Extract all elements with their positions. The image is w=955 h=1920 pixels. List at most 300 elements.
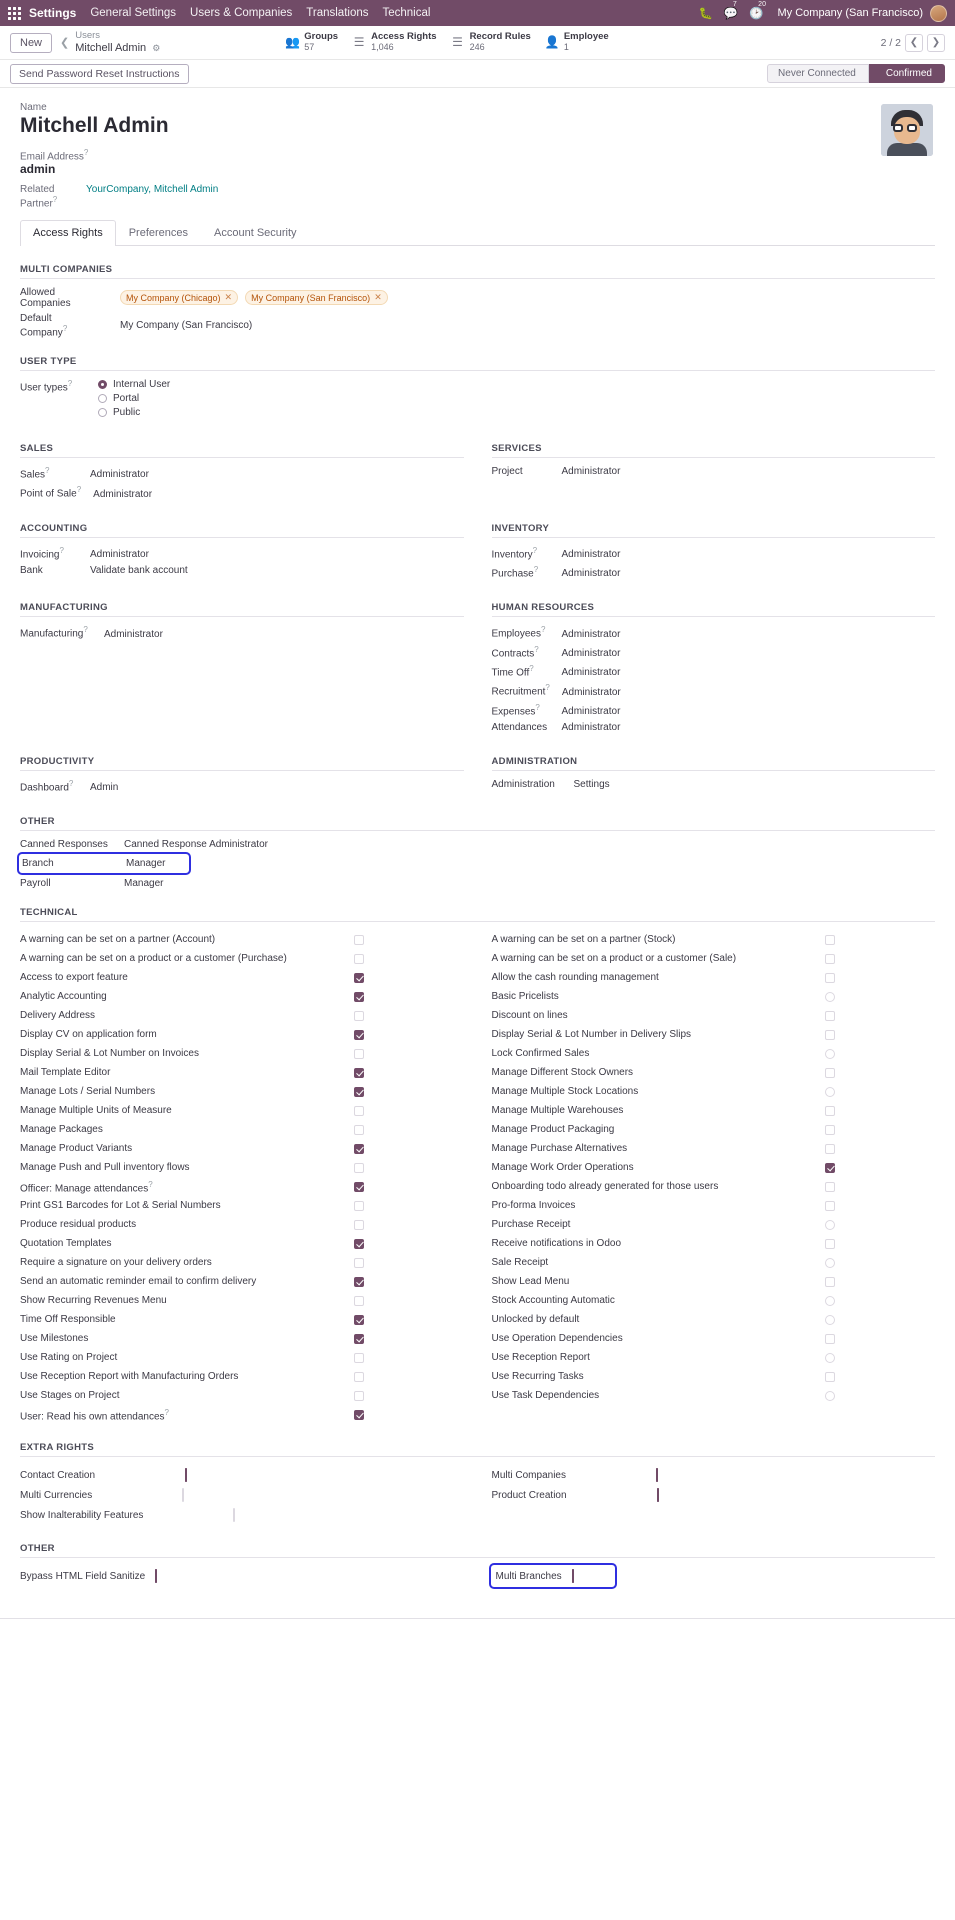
field-administration <box>492 779 936 790</box>
back-arrow-icon[interactable]: ❮ <box>60 37 70 49</box>
related-partner-row <box>20 184 935 209</box>
send-password-reset-button[interactable]: Send Password Reset Instructions <box>10 64 189 84</box>
default-company-value[interactable]: My Company (San Francisco) <box>120 319 253 331</box>
menu-technical[interactable]: Technical <box>382 7 431 19</box>
group-title-other-bottom: OTHER <box>20 1543 935 1558</box>
help-icon[interactable]: ? <box>45 465 50 475</box>
checkbox-unchecked-icon[interactable] <box>825 1182 835 1192</box>
checkbox-label: Analytic Accounting <box>20 991 107 1003</box>
field-canned-responses-label: Canned Responses <box>20 839 108 851</box>
checkbox-row-receive-notifications-in-odoo[interactable] <box>492 1234 936 1253</box>
checkbox-row-multi-companies[interactable] <box>492 1465 936 1485</box>
checkbox-row-use-reception-report[interactable] <box>492 1348 936 1367</box>
group-title-manufacturing: MANUFACTURING <box>20 602 464 617</box>
checkbox-checked-icon[interactable] <box>354 1030 364 1040</box>
checkbox-row-display-serial-lot-number-on-invoices[interactable] <box>20 1044 464 1063</box>
checkbox-unchecked-icon[interactable] <box>354 1201 364 1211</box>
help-icon[interactable]: ? <box>545 683 550 693</box>
checkbox-cell <box>354 1030 464 1040</box>
checkbox-label: Onboarding todo already generated for those users <box>491 1181 719 1193</box>
group-title-other: OTHER <box>20 816 935 831</box>
radio-internal-user[interactable]: Internal User <box>98 379 170 390</box>
checkbox-cell <box>354 1182 464 1192</box>
field-bank-value[interactable]: Validate bank account <box>90 564 188 576</box>
checkbox-unchecked-icon[interactable] <box>354 1106 364 1116</box>
checkbox-row-a-warning-can-be-set-on-a-product-or-a-customer-[interactable] <box>492 949 936 968</box>
group-manufacturing <box>20 584 464 738</box>
checkbox-checked-icon[interactable] <box>354 1410 364 1420</box>
field-purchase <box>492 565 936 579</box>
default-company-row <box>20 313 935 338</box>
breadcrumb-parent[interactable]: Users <box>75 29 101 41</box>
stat-button-record-rules[interactable] <box>451 32 531 52</box>
help-icon[interactable]: ? <box>76 485 82 495</box>
help-icon[interactable]: ? <box>59 545 64 555</box>
field-project-value[interactable]: Administrator <box>561 465 621 477</box>
checkbox-label: Show Inalterability Features <box>20 1509 144 1521</box>
checkbox-row-a-warning-can-be-set-on-a-partner-stock[interactable] <box>492 930 936 949</box>
checkbox-cell <box>354 1239 464 1249</box>
checkbox-cell <box>825 1239 935 1249</box>
help-icon[interactable]: ? <box>534 644 539 654</box>
checkbox-label: Manage Multiple Stock Locations <box>491 1086 639 1098</box>
checkbox-unchecked-icon[interactable] <box>233 1508 235 1522</box>
checkbox-row-show-lead-menu[interactable] <box>492 1272 936 1291</box>
radio-icon[interactable] <box>98 394 107 403</box>
radio-icon[interactable] <box>98 380 107 389</box>
checkbox-unchecked-icon[interactable] <box>354 1296 364 1306</box>
checkbox-row-mail-template-editor[interactable] <box>20 1063 464 1082</box>
user-photo[interactable] <box>881 104 933 156</box>
checkbox-unchecked-icon[interactable] <box>825 1353 835 1363</box>
field-time-off-value[interactable]: Administrator <box>561 667 621 679</box>
help-icon[interactable]: ? <box>83 625 88 635</box>
help-icon[interactable]: ? <box>148 1179 153 1189</box>
checkbox-row-use-recurring-tasks[interactable] <box>492 1367 936 1386</box>
help-icon[interactable]: ? <box>535 702 540 712</box>
checkbox-cell <box>825 935 935 945</box>
group-title-administration: ADMINISTRATION <box>492 756 936 771</box>
messages-icon[interactable]: 💬 7 <box>723 1 739 20</box>
checkbox-unchecked-icon[interactable] <box>825 973 835 983</box>
checkbox-unchecked-icon[interactable] <box>825 1068 835 1078</box>
field-dashboard-value[interactable]: Admin <box>90 782 119 794</box>
checkbox-checked-icon[interactable] <box>354 1315 364 1325</box>
checkbox-unchecked-icon[interactable] <box>354 1125 364 1135</box>
checkbox-row-unlocked-by-default[interactable] <box>492 1310 936 1329</box>
field-manufacturing <box>20 625 464 639</box>
checkbox-cell <box>354 1049 464 1059</box>
related-partner-value[interactable]: YourCompany, Mitchell Admin <box>86 184 219 196</box>
checkbox-row-use-stages-on-project[interactable] <box>20 1386 464 1405</box>
field-attendances-label: Attendances <box>491 721 548 733</box>
checkbox-row-show-recurring-revenues-menu[interactable] <box>20 1291 464 1310</box>
field-point-of-sale-value[interactable]: Administrator <box>93 488 153 500</box>
field-branch-value[interactable]: Manager <box>126 858 166 870</box>
field-employees <box>492 625 936 639</box>
field-sales-value[interactable]: Administrator <box>90 469 149 481</box>
checkbox-label: Multi Branches <box>495 1570 562 1582</box>
new-button[interactable]: New <box>10 33 52 53</box>
checkbox-row-use-rating-on-project[interactable] <box>20 1348 464 1367</box>
checkbox-cell <box>354 935 464 945</box>
field-attendances-value[interactable]: Administrator <box>561 721 621 733</box>
checkbox-unchecked-icon[interactable] <box>825 1030 835 1040</box>
checkbox-row-print-gs1-barcodes-for-lot-serial-numbers[interactable] <box>20 1196 464 1215</box>
group-inventory <box>492 505 936 585</box>
checkbox-unchecked-icon[interactable] <box>825 1258 835 1268</box>
group-title-technical: TECHNICAL <box>20 907 935 922</box>
allowed-companies-tags[interactable] <box>120 290 392 305</box>
field-manufacturing-value[interactable]: Administrator <box>104 628 163 640</box>
help-icon[interactable]: ? <box>67 378 73 388</box>
field-recruitment-value[interactable]: Administrator <box>561 686 621 698</box>
field-branch[interactable] <box>20 855 188 872</box>
checkbox-cell <box>825 1334 935 1344</box>
breadcrumb <box>75 31 160 55</box>
stat-access-rights-title: Access Rights <box>371 31 437 43</box>
company-tag[interactable]: My Company (San Francisco) ✕ <box>245 290 388 305</box>
checkbox-row-display-serial-lot-number-in-delivery-slips[interactable] <box>492 1025 936 1044</box>
checkbox-unchecked-icon[interactable] <box>825 1087 835 1097</box>
checkbox-unchecked-icon[interactable] <box>825 1315 835 1325</box>
extra-rights-right-column <box>492 1465 936 1525</box>
checkbox-unchecked-icon[interactable] <box>825 954 835 964</box>
checkbox-unchecked-icon[interactable] <box>825 1334 835 1344</box>
other-bottom-left-column <box>20 1566 464 1586</box>
checkbox-unchecked-icon[interactable] <box>825 1391 835 1401</box>
checkbox-row-display-cv-on-application-form[interactable] <box>20 1025 464 1044</box>
checkbox-cell <box>354 1220 464 1230</box>
checkbox-checked-icon[interactable] <box>354 1277 364 1287</box>
checkbox-cell <box>825 1182 935 1192</box>
group-title-productivity: PRODUCTIVITY <box>20 756 464 771</box>
checkbox-row-analytic-accounting[interactable] <box>20 987 464 1006</box>
checkbox-label: Allow the cash rounding management <box>491 972 659 984</box>
stat-button-employee[interactable] <box>545 32 609 52</box>
checkbox-label: Show Lead Menu <box>491 1276 570 1288</box>
group-administration <box>492 738 936 798</box>
checkbox-unchecked-icon[interactable] <box>825 1125 835 1135</box>
email-label: Email Address? <box>20 148 89 163</box>
app-name[interactable]: Settings <box>29 6 77 20</box>
checkbox-label: Product Creation <box>491 1489 567 1501</box>
checkbox-label: Sale Receipt <box>491 1257 549 1269</box>
help-icon[interactable]: ? <box>533 564 539 574</box>
checkbox-unchecked-icon[interactable] <box>182 1488 184 1502</box>
bug-icon[interactable]: 🐛 <box>698 8 713 20</box>
checkbox-unchecked-icon[interactable] <box>825 1239 835 1249</box>
checkbox-label: A warning can be set on a partner (Account) <box>20 934 216 946</box>
stat-buttons <box>285 32 608 52</box>
checkbox-row-stock-accounting-automatic[interactable] <box>492 1291 936 1310</box>
checkbox-cell <box>825 1296 935 1306</box>
checkbox-label: A warning can be set on a product or a customer (Purchase) <box>20 953 287 965</box>
checkbox-unchecked-icon[interactable] <box>825 1201 835 1211</box>
group-title-user-type: USER TYPE <box>20 356 935 371</box>
field-employees-value[interactable]: Administrator <box>561 628 621 640</box>
checkbox-row-manage-packages[interactable] <box>20 1120 464 1139</box>
help-icon[interactable]: ? <box>68 778 74 788</box>
checkbox-unchecked-icon[interactable] <box>825 1372 835 1382</box>
checkbox-checked-icon[interactable] <box>354 1239 364 1249</box>
field-purchase-value[interactable]: Administrator <box>561 568 621 580</box>
stat-employee-value: 1 <box>563 41 569 52</box>
field-sales <box>20 466 464 480</box>
checkbox-row-send-an-automatic-reminder-email-to-confirm-deli[interactable] <box>20 1272 464 1291</box>
checkbox-checked-icon[interactable] <box>572 1569 574 1583</box>
group-title-services: SERVICES <box>492 443 936 458</box>
checkbox-row-sale-receipt[interactable] <box>492 1253 936 1272</box>
checkbox-cell <box>354 1068 464 1078</box>
checkbox-unchecked-icon[interactable] <box>825 1296 835 1306</box>
checkbox-cell <box>825 1220 935 1230</box>
checkbox-unchecked-icon[interactable] <box>354 954 364 964</box>
checkbox-unchecked-icon[interactable] <box>825 1106 835 1116</box>
group-productivity <box>20 738 464 798</box>
checkbox-label: Discount on lines <box>491 1010 568 1022</box>
field-point-of-sale-label: Point of Sale? <box>20 485 82 500</box>
company-tag[interactable]: My Company (Chicago) ✕ <box>120 290 238 305</box>
checkbox-unchecked-icon[interactable] <box>354 1011 364 1021</box>
checkbox-label: Send an automatic reminder email to confirm delivery <box>20 1276 257 1288</box>
checkbox-unchecked-icon[interactable] <box>354 935 364 945</box>
checkbox-row-allow-the-cash-rounding-management[interactable] <box>492 968 936 987</box>
field-contracts-label: Contracts? <box>491 644 539 659</box>
help-icon[interactable]: ? <box>529 663 534 673</box>
group-accounting <box>20 505 464 585</box>
checkbox-row-bypass-html-field-sanitize[interactable] <box>20 1566 464 1586</box>
radio-public[interactable]: Public <box>98 407 170 418</box>
checkbox-label: Use Rating on Project <box>20 1352 118 1364</box>
menu-users-companies[interactable]: Users & Companies <box>190 7 293 19</box>
stage-confirmed[interactable]: Confirmed <box>869 64 945 83</box>
stat-button-groups[interactable] <box>285 32 338 52</box>
field-invoicing-value[interactable]: Administrator <box>90 548 149 560</box>
checkbox-unchecked-icon[interactable] <box>825 1277 835 1287</box>
checkbox-row-manage-product-packaging[interactable] <box>492 1120 936 1139</box>
checkbox-cell <box>354 954 464 964</box>
checkbox-cell <box>825 1106 935 1116</box>
pager-previous-button[interactable]: ❮ <box>905 34 923 52</box>
checkbox-row-manage-product-variants[interactable] <box>20 1139 464 1158</box>
help-icon[interactable]: ? <box>83 148 89 157</box>
checkbox-unchecked-icon[interactable] <box>354 1372 364 1382</box>
checkbox-unchecked-icon[interactable] <box>825 1049 835 1059</box>
help-icon[interactable]: ? <box>540 625 546 635</box>
checkbox-cell <box>825 992 935 1002</box>
gear-icon[interactable]: ⚙ <box>152 42 161 53</box>
checkbox-row-use-reception-report-with-manufacturing-orders[interactable] <box>20 1367 464 1386</box>
status-row <box>0 60 955 88</box>
email-value[interactable]: admin <box>20 162 56 177</box>
field-time-off <box>492 664 936 678</box>
checkbox-cell <box>656 1469 658 1481</box>
stat-button-access-rights[interactable] <box>352 32 436 52</box>
checkbox-cell <box>825 1372 935 1382</box>
checkbox-row-manage-work-order-operations[interactable] <box>492 1158 936 1177</box>
checkbox-unchecked-icon[interactable] <box>825 935 835 945</box>
checkbox-row-time-off-responsible[interactable] <box>20 1310 464 1329</box>
help-icon[interactable]: ? <box>52 195 58 205</box>
checkbox-checked-icon[interactable] <box>656 1468 658 1482</box>
checkbox-row-show-inalterability-features[interactable] <box>20 1505 464 1525</box>
checkbox-label: Use Reception Report with Manufacturing Orders <box>20 1371 239 1383</box>
checkbox-row-basic-pricelists[interactable] <box>492 987 936 1006</box>
checkbox-row-require-a-signature-on-your-delivery-orders[interactable] <box>20 1253 464 1272</box>
checkbox-row-officer-manage-attendances[interactable] <box>20 1177 464 1196</box>
checkbox-checked-icon[interactable] <box>155 1569 157 1583</box>
checkbox-checked-icon[interactable] <box>825 1163 835 1173</box>
tab-account-security[interactable]: Account Security <box>214 226 297 239</box>
checkbox-checked-icon[interactable] <box>354 1334 364 1344</box>
checkbox-cell <box>354 1106 464 1116</box>
checkbox-cell <box>354 973 464 983</box>
checkbox-cell <box>825 1125 935 1135</box>
field-bank-label: Bank <box>20 564 43 576</box>
field-administration-label: Administration <box>491 778 555 790</box>
checkbox-unchecked-icon[interactable] <box>354 1220 364 1230</box>
checkbox-cell <box>825 1049 935 1059</box>
checkbox-row-use-milestones[interactable] <box>20 1329 464 1348</box>
checkbox-unchecked-icon[interactable] <box>354 1258 364 1268</box>
menu-translations[interactable]: Translations <box>306 7 369 19</box>
checkbox-row-access-to-export-feature[interactable] <box>20 968 464 987</box>
checkbox-row-manage-different-stock-owners[interactable] <box>492 1063 936 1082</box>
checkbox-row-multi-branches[interactable] <box>492 1566 614 1586</box>
pager-next-button[interactable]: ❯ <box>927 34 945 52</box>
breadcrumb-current <box>75 42 160 55</box>
page-title[interactable]: Mitchell Admin <box>20 114 169 137</box>
field-payroll-label: Payroll <box>20 878 51 890</box>
remove-tag-icon[interactable]: ✕ <box>224 292 233 303</box>
field-payroll-value[interactable]: Manager <box>124 878 164 890</box>
checkbox-row-manage-lots-serial-numbers[interactable] <box>20 1082 464 1101</box>
checkbox-label: Print GS1 Barcodes for Lot & Serial Numbers <box>20 1200 221 1212</box>
field-canned-responses-value[interactable]: Canned Response Administrator <box>124 839 268 851</box>
checkbox-checked-icon[interactable] <box>354 1144 364 1154</box>
checkbox-row-discount-on-lines[interactable] <box>492 1006 936 1025</box>
checkbox-row-multi-currencies[interactable] <box>20 1485 464 1505</box>
apps-menu-icon[interactable] <box>8 7 21 20</box>
checkbox-row-manage-multiple-stock-locations[interactable] <box>492 1082 936 1101</box>
checkbox-label: Use Operation Dependencies <box>491 1333 623 1345</box>
checkbox-checked-icon[interactable] <box>354 992 364 1002</box>
stat-groups-title: Groups <box>304 31 339 43</box>
checkbox-cell <box>354 1410 464 1420</box>
field-sales-label: Sales? <box>20 465 50 481</box>
checkbox-unchecked-icon[interactable] <box>354 1049 364 1059</box>
checkbox-row-manage-purchase-alternatives[interactable] <box>492 1139 936 1158</box>
checkbox-label: Use Reception Report <box>491 1352 590 1364</box>
checkbox-row-onboarding-todo-already-generated-for-those-user[interactable] <box>492 1177 936 1196</box>
field-administration-value[interactable]: Settings <box>573 778 610 790</box>
tab-preferences[interactable]: Preferences <box>128 226 189 239</box>
checkbox-row-pro-forma-invoices[interactable] <box>492 1196 936 1215</box>
remove-tag-icon[interactable]: ✕ <box>374 292 382 303</box>
checkbox-row-contact-creation[interactable] <box>20 1465 464 1485</box>
checkbox-label: Require a signature on your delivery orders <box>20 1257 212 1269</box>
tab-access-rights[interactable]: Access Rights <box>20 220 116 246</box>
checkbox-row-delivery-address[interactable] <box>20 1006 464 1025</box>
field-project-label: Project <box>491 465 523 477</box>
radio-icon[interactable] <box>98 408 107 417</box>
checkbox-cell <box>354 1315 464 1325</box>
field-inventory-value[interactable]: Administrator <box>561 548 621 560</box>
field-point-of-sale <box>20 485 464 499</box>
checkbox-unchecked-icon[interactable] <box>825 1220 835 1230</box>
field-contracts-value[interactable]: Administrator <box>561 647 621 659</box>
checkbox-unchecked-icon[interactable] <box>825 1011 835 1021</box>
checkbox-row-purchase-receipt[interactable] <box>492 1215 936 1234</box>
checkbox-cell <box>825 1201 935 1211</box>
checkbox-cell <box>825 1144 935 1154</box>
checkbox-checked-icon[interactable] <box>354 1068 364 1078</box>
help-icon[interactable]: ? <box>532 545 538 555</box>
checkbox-row-a-warning-can-be-set-on-a-product-or-a-customer-[interactable] <box>20 949 464 968</box>
checkbox-checked-icon[interactable] <box>354 1087 364 1097</box>
checkbox-row-use-operation-dependencies[interactable] <box>492 1329 936 1348</box>
checkbox-row-lock-confirmed-sales[interactable] <box>492 1044 936 1063</box>
group-title-extra-rights: EXTRA RIGHTS <box>20 1442 935 1457</box>
field-expenses-value[interactable]: Administrator <box>561 705 621 717</box>
stat-record-rules-title: Record Rules <box>469 31 531 43</box>
checkbox-unchecked-icon[interactable] <box>354 1163 364 1173</box>
help-icon[interactable]: ? <box>164 1407 169 1417</box>
checkbox-row-produce-residual-products[interactable] <box>20 1215 464 1234</box>
checkbox-unchecked-icon[interactable] <box>825 1144 835 1154</box>
checkbox-cell <box>825 1068 935 1078</box>
checkbox-row-manage-multiple-warehouses[interactable] <box>492 1101 936 1120</box>
checkbox-unchecked-icon[interactable] <box>354 1353 364 1363</box>
current-company[interactable]: My Company (San Francisco) <box>777 7 923 19</box>
checkbox-row-a-warning-can-be-set-on-a-partner-account[interactable] <box>20 930 464 949</box>
checkbox-checked-icon[interactable] <box>185 1468 187 1482</box>
checkbox-row-use-task-dependencies[interactable] <box>492 1386 936 1405</box>
checkbox-label: Lock Confirmed Sales <box>491 1048 590 1060</box>
checkbox-row-product-creation[interactable] <box>492 1485 936 1505</box>
checkbox-row-manage-multiple-units-of-measure[interactable] <box>20 1101 464 1120</box>
checkbox-checked-icon[interactable] <box>354 973 364 983</box>
field-dashboard <box>20 779 464 793</box>
user-avatar[interactable] <box>930 5 947 22</box>
checkbox-row-manage-push-and-pull-inventory-flows[interactable] <box>20 1158 464 1177</box>
checkbox-label: Display Serial & Lot Number in Delivery Slips <box>491 1029 692 1041</box>
stage-never-connected[interactable]: Never Connected <box>767 64 869 83</box>
checkbox-cell <box>354 1011 464 1021</box>
radio-portal[interactable]: Portal <box>98 393 170 404</box>
help-icon[interactable]: ? <box>62 323 68 333</box>
checkbox-unchecked-icon[interactable] <box>354 1391 364 1401</box>
checkbox-checked-icon[interactable] <box>354 1182 364 1192</box>
avatar-illustration <box>881 104 933 156</box>
activities-icon[interactable]: 🕑 20 <box>749 1 766 20</box>
group-services <box>492 425 936 505</box>
checkbox-cell <box>182 1489 184 1501</box>
checkbox-cell <box>825 1277 935 1287</box>
checkbox-label: Multi Currencies <box>20 1489 93 1501</box>
field-canned-responses <box>20 839 935 850</box>
list-icon: ☰ <box>353 35 365 50</box>
checkbox-label: Show Recurring Revenues Menu <box>20 1295 167 1307</box>
checkbox-row-quotation-templates[interactable] <box>20 1234 464 1253</box>
checkbox-label: Use Recurring Tasks <box>491 1371 584 1383</box>
checkbox-checked-icon[interactable] <box>657 1488 659 1502</box>
menu-general-settings[interactable]: General Settings <box>90 7 177 19</box>
checkbox-unchecked-icon[interactable] <box>825 992 835 1002</box>
page-bottom-edge <box>0 1618 955 1619</box>
checkbox-row-user-read-his-own-attendances[interactable] <box>20 1405 464 1424</box>
